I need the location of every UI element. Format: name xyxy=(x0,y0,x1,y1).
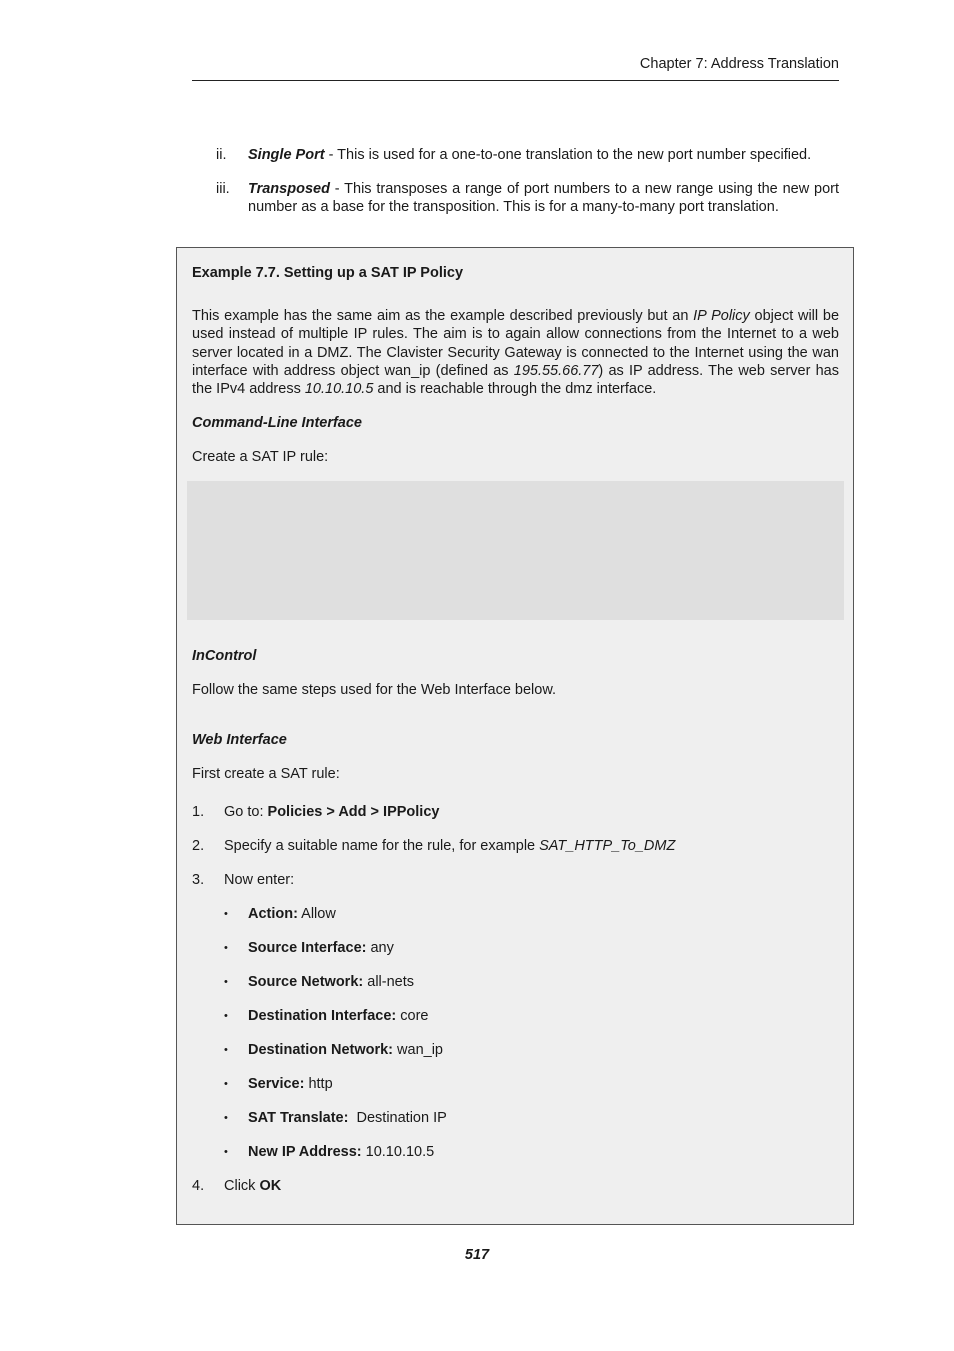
cli-heading: Command-Line Interface xyxy=(192,415,362,431)
code-block xyxy=(187,481,844,620)
step-number: 1. xyxy=(192,804,205,820)
incontrol-text: Follow the same steps used for the Web Interface below. xyxy=(192,682,557,698)
step-number: 3. xyxy=(192,872,205,888)
cli-text: Create a SAT IP rule: xyxy=(192,449,329,465)
list-number: iii. xyxy=(216,181,230,197)
example-box: Example 7.7. Setting up a SAT IP Policy This example has the same aim as the example described previously but an IP Policy object will be used instead of multiple IP rules. The aim is to again allow connections from the Internet to a web server located in a DMZ. The Clavister Security Gateway is connected to the Internet using the wan interface with address object wan_ip (defined as 195.55.66.77) as IP address. The web server has the IPv4 address 10.10.10.5 and is reachable through the dmz interface. Command-Line Interface Create a SAT IP rule: InControl Follow the same steps used for the Web Interface below. Web Interface First create a SAT rule: 1. Go to: Policies > Add > IPPolicy 2. Specify a suitable name for the rule, for example SAT_HTTP_To_DMZ 3. Now enter: • Action: Allow • Source Interface: any • Source Network: all-nets • Destination Interface: core • Destination Network: wan_ip • Service: http • SAT Translate: Destination IP • New IP Address: 10.10.10.5 4. Click OK xyxy=(176,247,854,1225)
header-divider xyxy=(192,80,839,81)
list-number: ii. xyxy=(216,147,227,163)
chapter-header: Chapter 7: Address Translation xyxy=(639,56,839,72)
description: - This is used for a one-to-one translation to the new port number specified. xyxy=(324,147,812,163)
term: Transposed xyxy=(248,181,330,197)
example-title: Example 7.7. Setting up a SAT IP Policy xyxy=(192,265,464,281)
step-number: 2. xyxy=(192,838,205,854)
web-heading: Web Interface xyxy=(192,732,287,748)
example-intro: This example has the same aim as the example described previously but an IP Policy object will be used instead of multiple IP rules. The aim is to again allow connections from the Internet to a web server located in a DMZ. The Clavister Security Gateway is connected to the Internet using the wan interface with address object wan_ip (defined as 195.55.66.77) as IP address. The web server has the IPv4 address 10.10.10.5 and is reachable through the dmz interface. xyxy=(192,308,840,398)
step-number: 4. xyxy=(192,1178,205,1194)
incontrol-heading: InControl xyxy=(192,648,257,664)
term: Single Port xyxy=(248,147,325,163)
list-item xyxy=(192,180,839,216)
page-number: 517 xyxy=(464,1247,490,1263)
description: - This transposes a range of port numbers to a new range using the new port number as a base for the transposition. This is for a many-to-many port translation. xyxy=(248,181,839,215)
list-item xyxy=(192,146,839,164)
web-text: First create a SAT rule: xyxy=(192,766,340,782)
